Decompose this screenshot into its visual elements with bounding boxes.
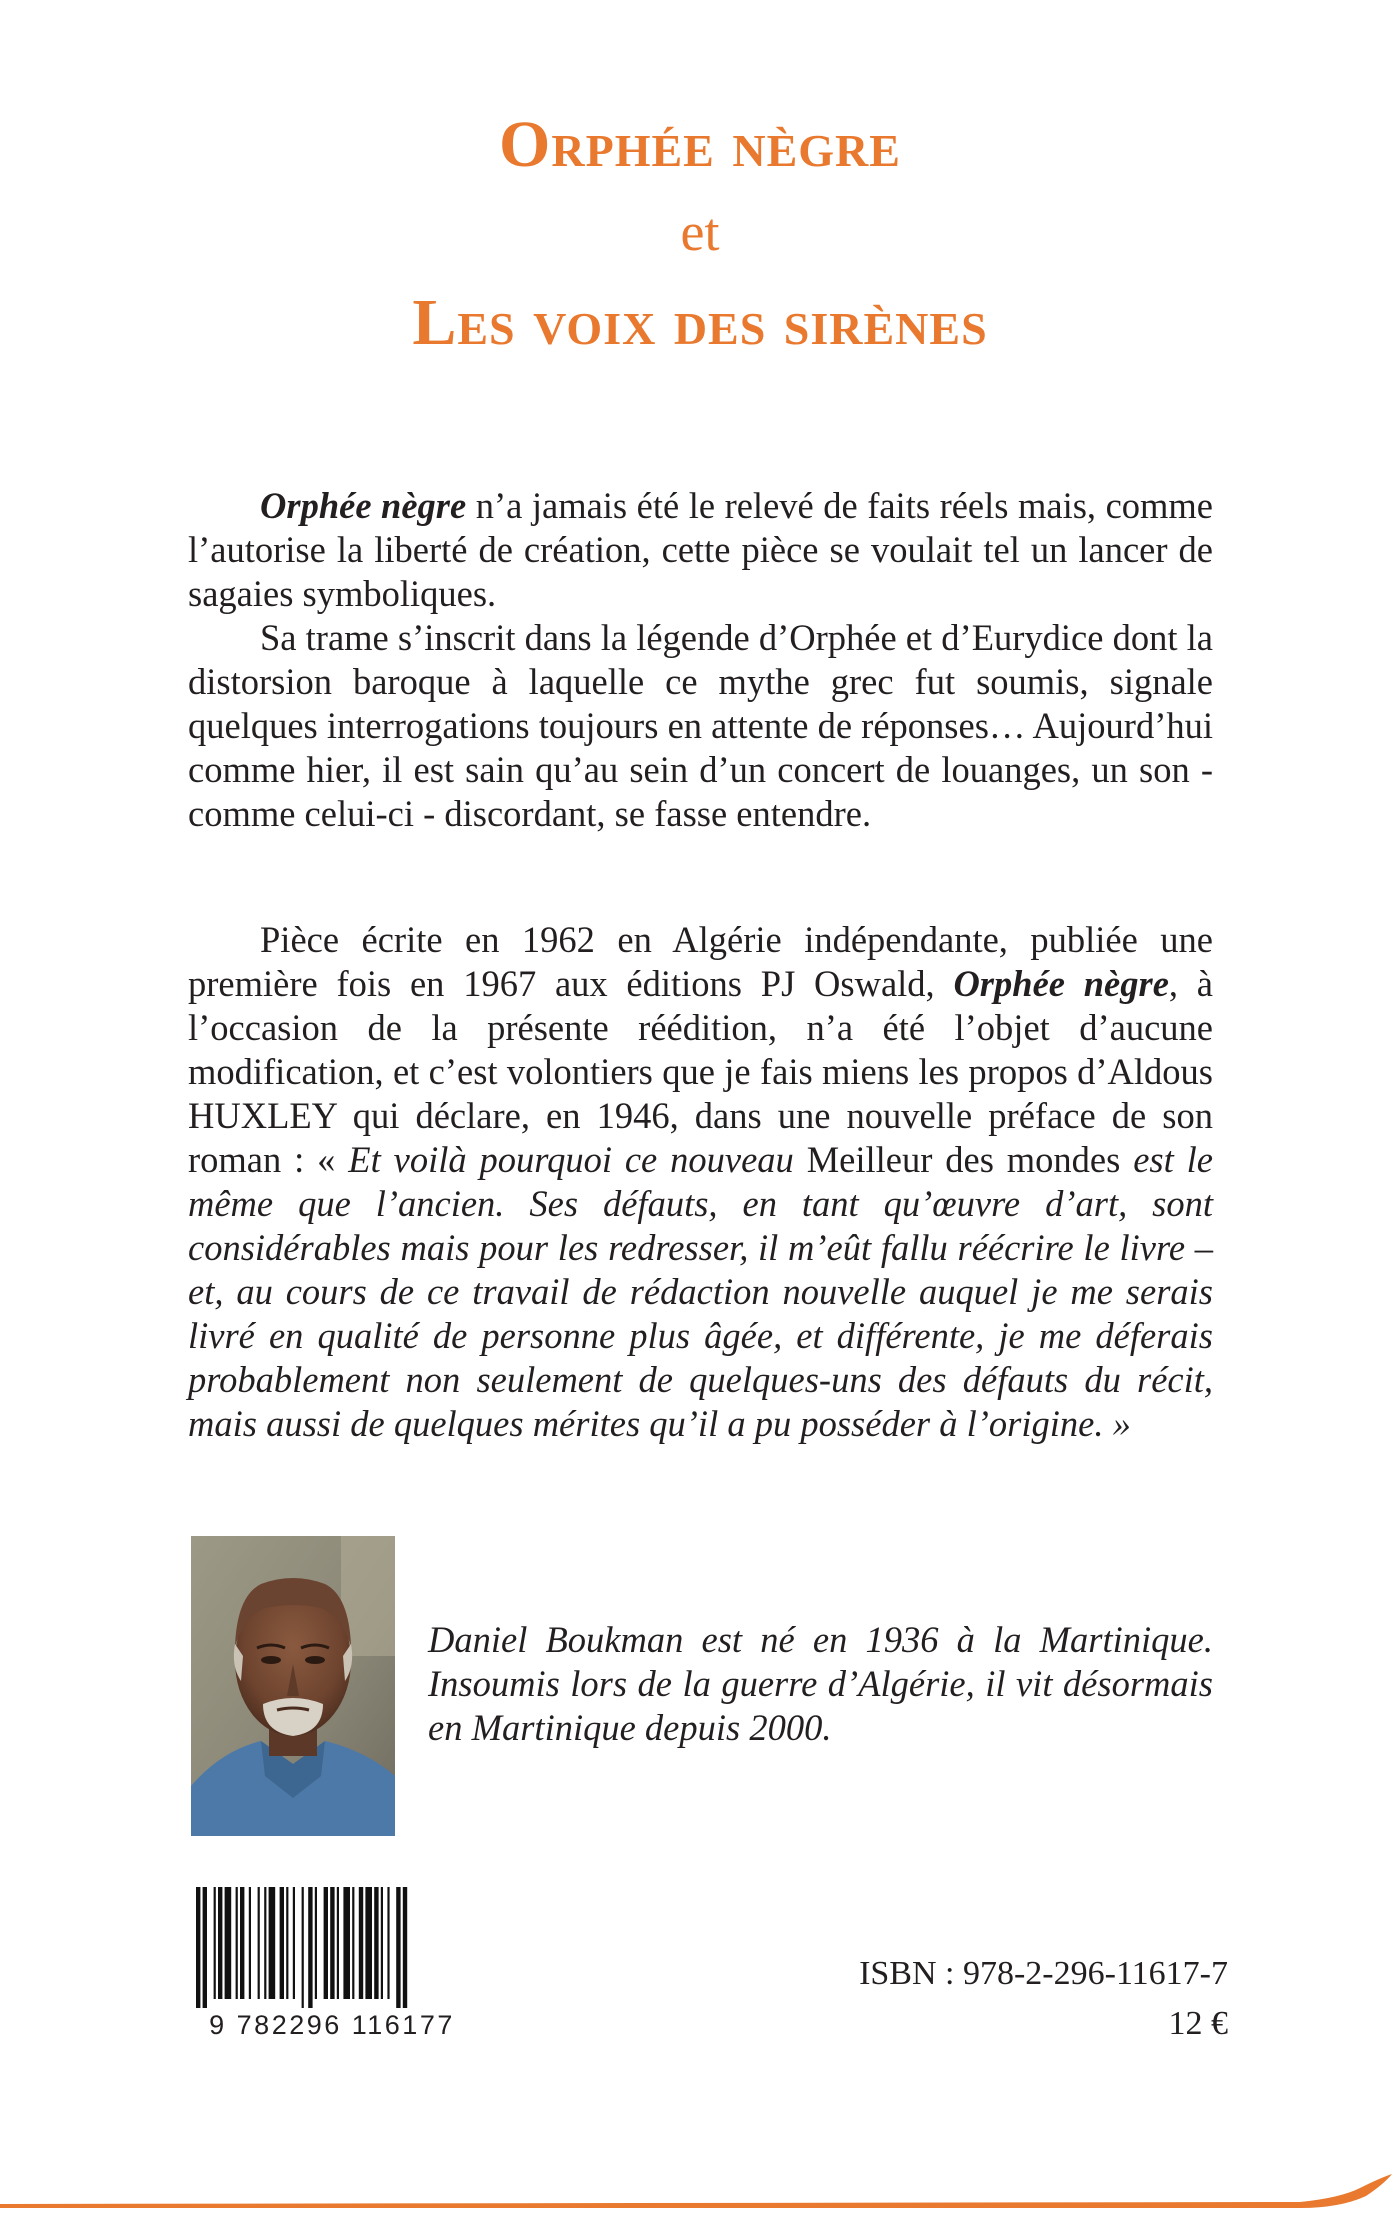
barcode-bar [381, 1887, 383, 1999]
barcode-bar [225, 1887, 232, 1999]
barcode-digits: 9 782296 116177 [209, 2010, 455, 2040]
barcode-bar [286, 1887, 288, 1999]
book-title-sirenes: Les voix des sirènes [412, 286, 988, 359]
barcode-bar [293, 1887, 295, 1999]
title-reference: Orphée nègre [953, 963, 1169, 1004]
barcode-bar [324, 1887, 328, 1999]
barcode-bar [403, 1887, 407, 2008]
barcode-bar [218, 1887, 222, 1999]
quoted-book-title: Meilleur des mondes [806, 1139, 1121, 1180]
barcode-bar [196, 1887, 200, 2008]
barcode-bar [249, 1887, 251, 1999]
quote-text: est le même que l’ancien. Ses défauts, en tant qu’œuvre d’art, sont considérables mais pour les redresser, il m’eût fallu réécrire le livre – et, au cours de ce travail de rédaction nouvelle auquel je me serais livré en qualité de personne plus âgée, et différente, je me déferais probablement non seulement de quelques-uns des défauts du récit, mais aussi de quelques mérites qu’il a pu posséder à l’origine. » [188, 1139, 1213, 1444]
barcode-bar [302, 1887, 304, 2008]
price: 12 € [1168, 2005, 1228, 2042]
note-text: , à l’occasion de la présente réédition, n’a été l’objet d’aucune modification, et c’est volontiers que je fais miens les propos d’Aldous HUXLEY qui déclare, en 1946, dans une nouvelle préface de son roman : « [188, 963, 1213, 1180]
quote-text: Et voilà pourquoi ce nouveau [348, 1139, 807, 1180]
note-block [188, 918, 1213, 1446]
title-connector: et [680, 202, 720, 262]
barcode-bar [359, 1887, 363, 1999]
barcode-bar [352, 1887, 354, 1999]
barcode-bar [214, 1887, 216, 1999]
barcode-bar [387, 1887, 389, 1999]
barcode-bar [269, 1887, 276, 1999]
author-photo [191, 1536, 395, 1836]
barcode-bar [374, 1887, 378, 1999]
barcode-bar [337, 1887, 339, 1999]
barcode-bar [343, 1887, 350, 1999]
book-title-orphee: Orphée nègre [499, 108, 901, 181]
barcode-bar [240, 1887, 244, 1999]
note-paragraph [188, 918, 1213, 1446]
barcode-bar [258, 1887, 260, 1999]
author-bio: Daniel Boukman est né en 1936 à la Martinique. Insoumis lors de la guerre d’Algérie, il vit désormais en Martinique depuis 2000. [428, 1619, 1213, 1748]
title-reference: Orphée nègre [260, 485, 467, 526]
synopsis-paragraph-1 [188, 484, 1213, 616]
barcode-bar [330, 1887, 334, 1999]
barcode-bar [308, 1887, 312, 2008]
isbn: ISBN : 978-2-296-11617-7 [859, 1955, 1228, 1992]
barcode-bar [365, 1887, 372, 1999]
synopsis-block [188, 484, 1213, 836]
barcode-bar [236, 1887, 238, 1999]
barcode-bar [203, 1887, 207, 2008]
barcode-bar [396, 1887, 400, 2008]
decorative-brush-stroke [0, 2170, 1400, 2230]
barcode-bar [280, 1887, 284, 1999]
barcode-bar [264, 1887, 266, 1999]
note-text: Pièce écrite en 1962 en Algérie indépendante, publiée une première fois en 1967 aux éditions PJ Oswald, [188, 919, 1213, 1004]
barcode-bar [315, 1887, 317, 1999]
synopsis-paragraph-2: Sa trame s’inscrit dans la légende d’Orphée et d’Eurydice dont la distorsion baroque à laquelle ce mythe grec fut soumis, signale quelques interrogations toujours en attente de réponses… Aujourd’hui comme hier, il est sain qu’au sein d’un concert de louanges, un son - comme celui-ci - discordant, se fasse entendre. [188, 617, 1213, 834]
synopsis-text: n’a jamais été le relevé de faits réels mais, comme l’autorise la liberté de création, cette pièce se voulait tel un lancer de sagaies symboliques. [188, 485, 1214, 614]
